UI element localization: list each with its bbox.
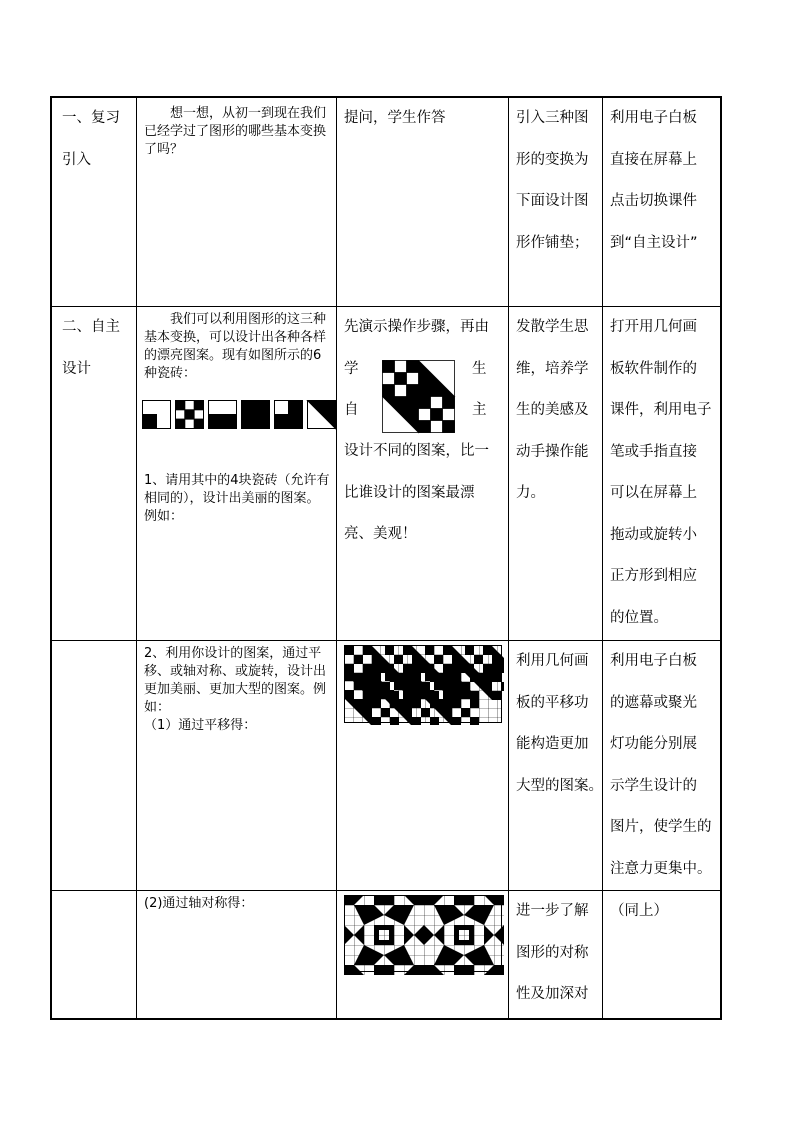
tile-set	[142, 400, 337, 430]
content-paragraph: 我们可以利用图形的这三种基本变换，可以设计出各种各样的漂亮图案。现有如图所示的6种瓷砖：	[144, 312, 327, 381]
teacher-cell: 提问，学生作答	[344, 110, 446, 126]
stage-cell: 一、复习 引入	[62, 110, 120, 168]
content-cell: 想一想，从初一到现在我们已经学过了图形的哪些基本变换了吗？	[144, 106, 327, 157]
sample-pattern-image	[382, 360, 457, 435]
content-paragraph: 1、请用其中的4块瓷砖（允许有相同的），设计出美丽的图案。例如：	[144, 473, 330, 524]
teacher-cell: 设计不同的图案，比一 比谁设计的图案最漂 亮、美观！	[344, 443, 489, 542]
translation-pattern-image	[344, 645, 504, 725]
tech-cell: （同上）	[610, 903, 668, 919]
lesson-plan-table	[50, 96, 722, 1020]
stage-cell: 二、自主 设计	[62, 319, 120, 377]
column-divider	[508, 98, 509, 1018]
intent-cell: 发散学生思 维，培养学 生的美感及 动手操作能 力。	[516, 319, 589, 501]
column-divider	[136, 98, 137, 1018]
content-cell: (2)通过轴对称得：	[144, 896, 254, 911]
tech-cell: 利用电子白板 直接在屏幕上 点击切换课件 到“自主设计”	[610, 110, 698, 251]
tech-cell: 利用电子白板 的遮幕或聚光 灯功能分别展 示学生设计的 图片，使学生的 注意力更集中。	[610, 653, 712, 877]
teacher-char: 自	[344, 402, 359, 418]
tech-cell: 打开用几何画 板软件制作的 课件，利用电子 笔或手指直接 可以在屏幕上 拖动或旋转小 正方形到相应 的位置。	[610, 319, 712, 626]
column-divider	[336, 98, 337, 1018]
intent-cell: 进一步了解 图形的对称 性及加深对	[516, 903, 589, 1002]
teacher-char: 主	[472, 402, 487, 418]
intent-cell: 引入三种图 形的变换为 下面设计图 形作铺垫；	[516, 110, 589, 251]
six-tiles-image	[142, 400, 337, 430]
intent-cell: 利用几何画 板的平移功 能构造更加 大型的图案。	[516, 653, 603, 794]
translation-pattern	[344, 645, 504, 725]
content-cell: 2、利用你设计的图案，通过平移、或轴对称、或旋转，设计出更加美丽、更加大型的图案。例如： （1）通过平移得：	[144, 646, 327, 733]
symmetry-pattern	[344, 895, 504, 975]
teacher-char: 学	[344, 361, 359, 377]
teacher-char: 生	[472, 361, 487, 377]
sample-pattern	[382, 360, 457, 435]
teacher-line: 先演示操作步骤，再由	[344, 319, 489, 335]
symmetry-pattern-image	[344, 895, 504, 975]
